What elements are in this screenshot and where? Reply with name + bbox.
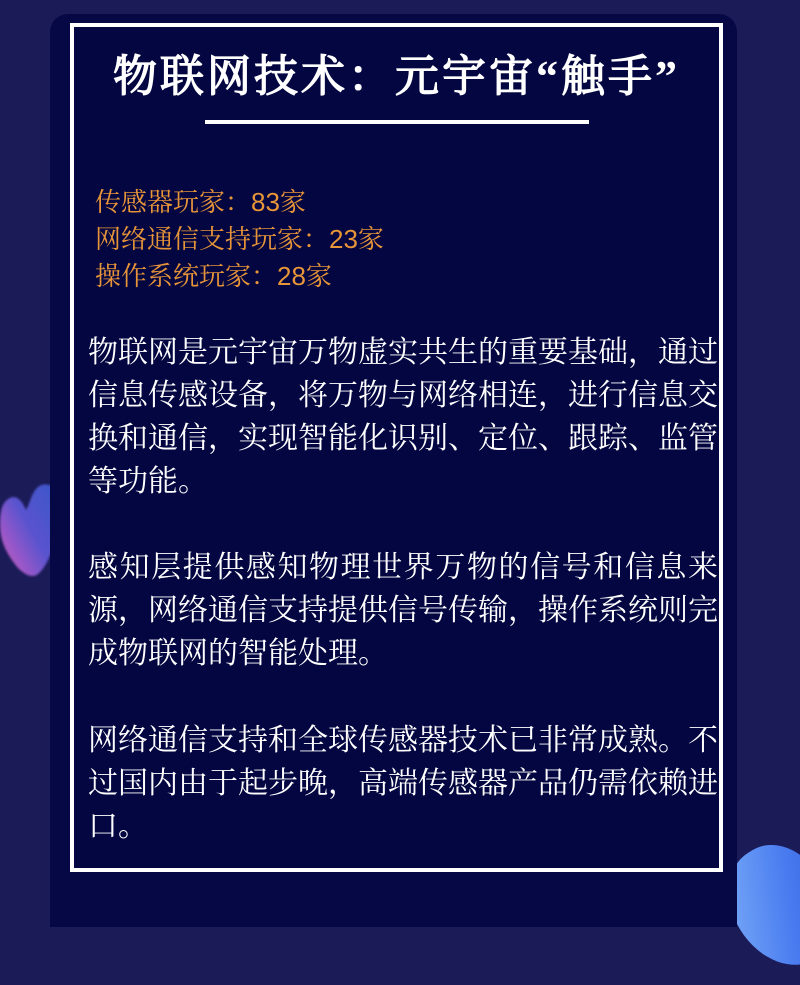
body-paragraph-2: 感知层提供感知物理世界万物的信号和信息来源，网络通信支持提供信号传输，操作系统则完成物联网的智能处理。	[88, 550, 718, 670]
body-paragraph-3: 网络通信支持和全球传感器技术已非常成熟。不过国内由于起步晚，高端传感器产品仍需依赖进口。	[88, 723, 718, 843]
stats-block	[95, 184, 719, 295]
wave-ribbon-decoration-icon	[0, 483, 52, 587]
stat-line-os: 操作系统玩家：28家	[95, 260, 332, 291]
content-area	[74, 27, 719, 848]
body-paragraph-1: 物联网是元宇宙万物虚实共生的重要基础，通过信息传感设备，将万物与网络相连，进行信息交换和通信，实现智能化识别、定位、跟踪、监管等功能。	[88, 335, 718, 498]
stat-line-network: 网络通信支持玩家：23家	[95, 223, 384, 254]
title-underline	[205, 120, 589, 124]
page-title: 物联网技术：元宇宙“触手”	[113, 52, 680, 101]
stat-line-sensors: 传感器玩家：83家	[95, 186, 306, 217]
